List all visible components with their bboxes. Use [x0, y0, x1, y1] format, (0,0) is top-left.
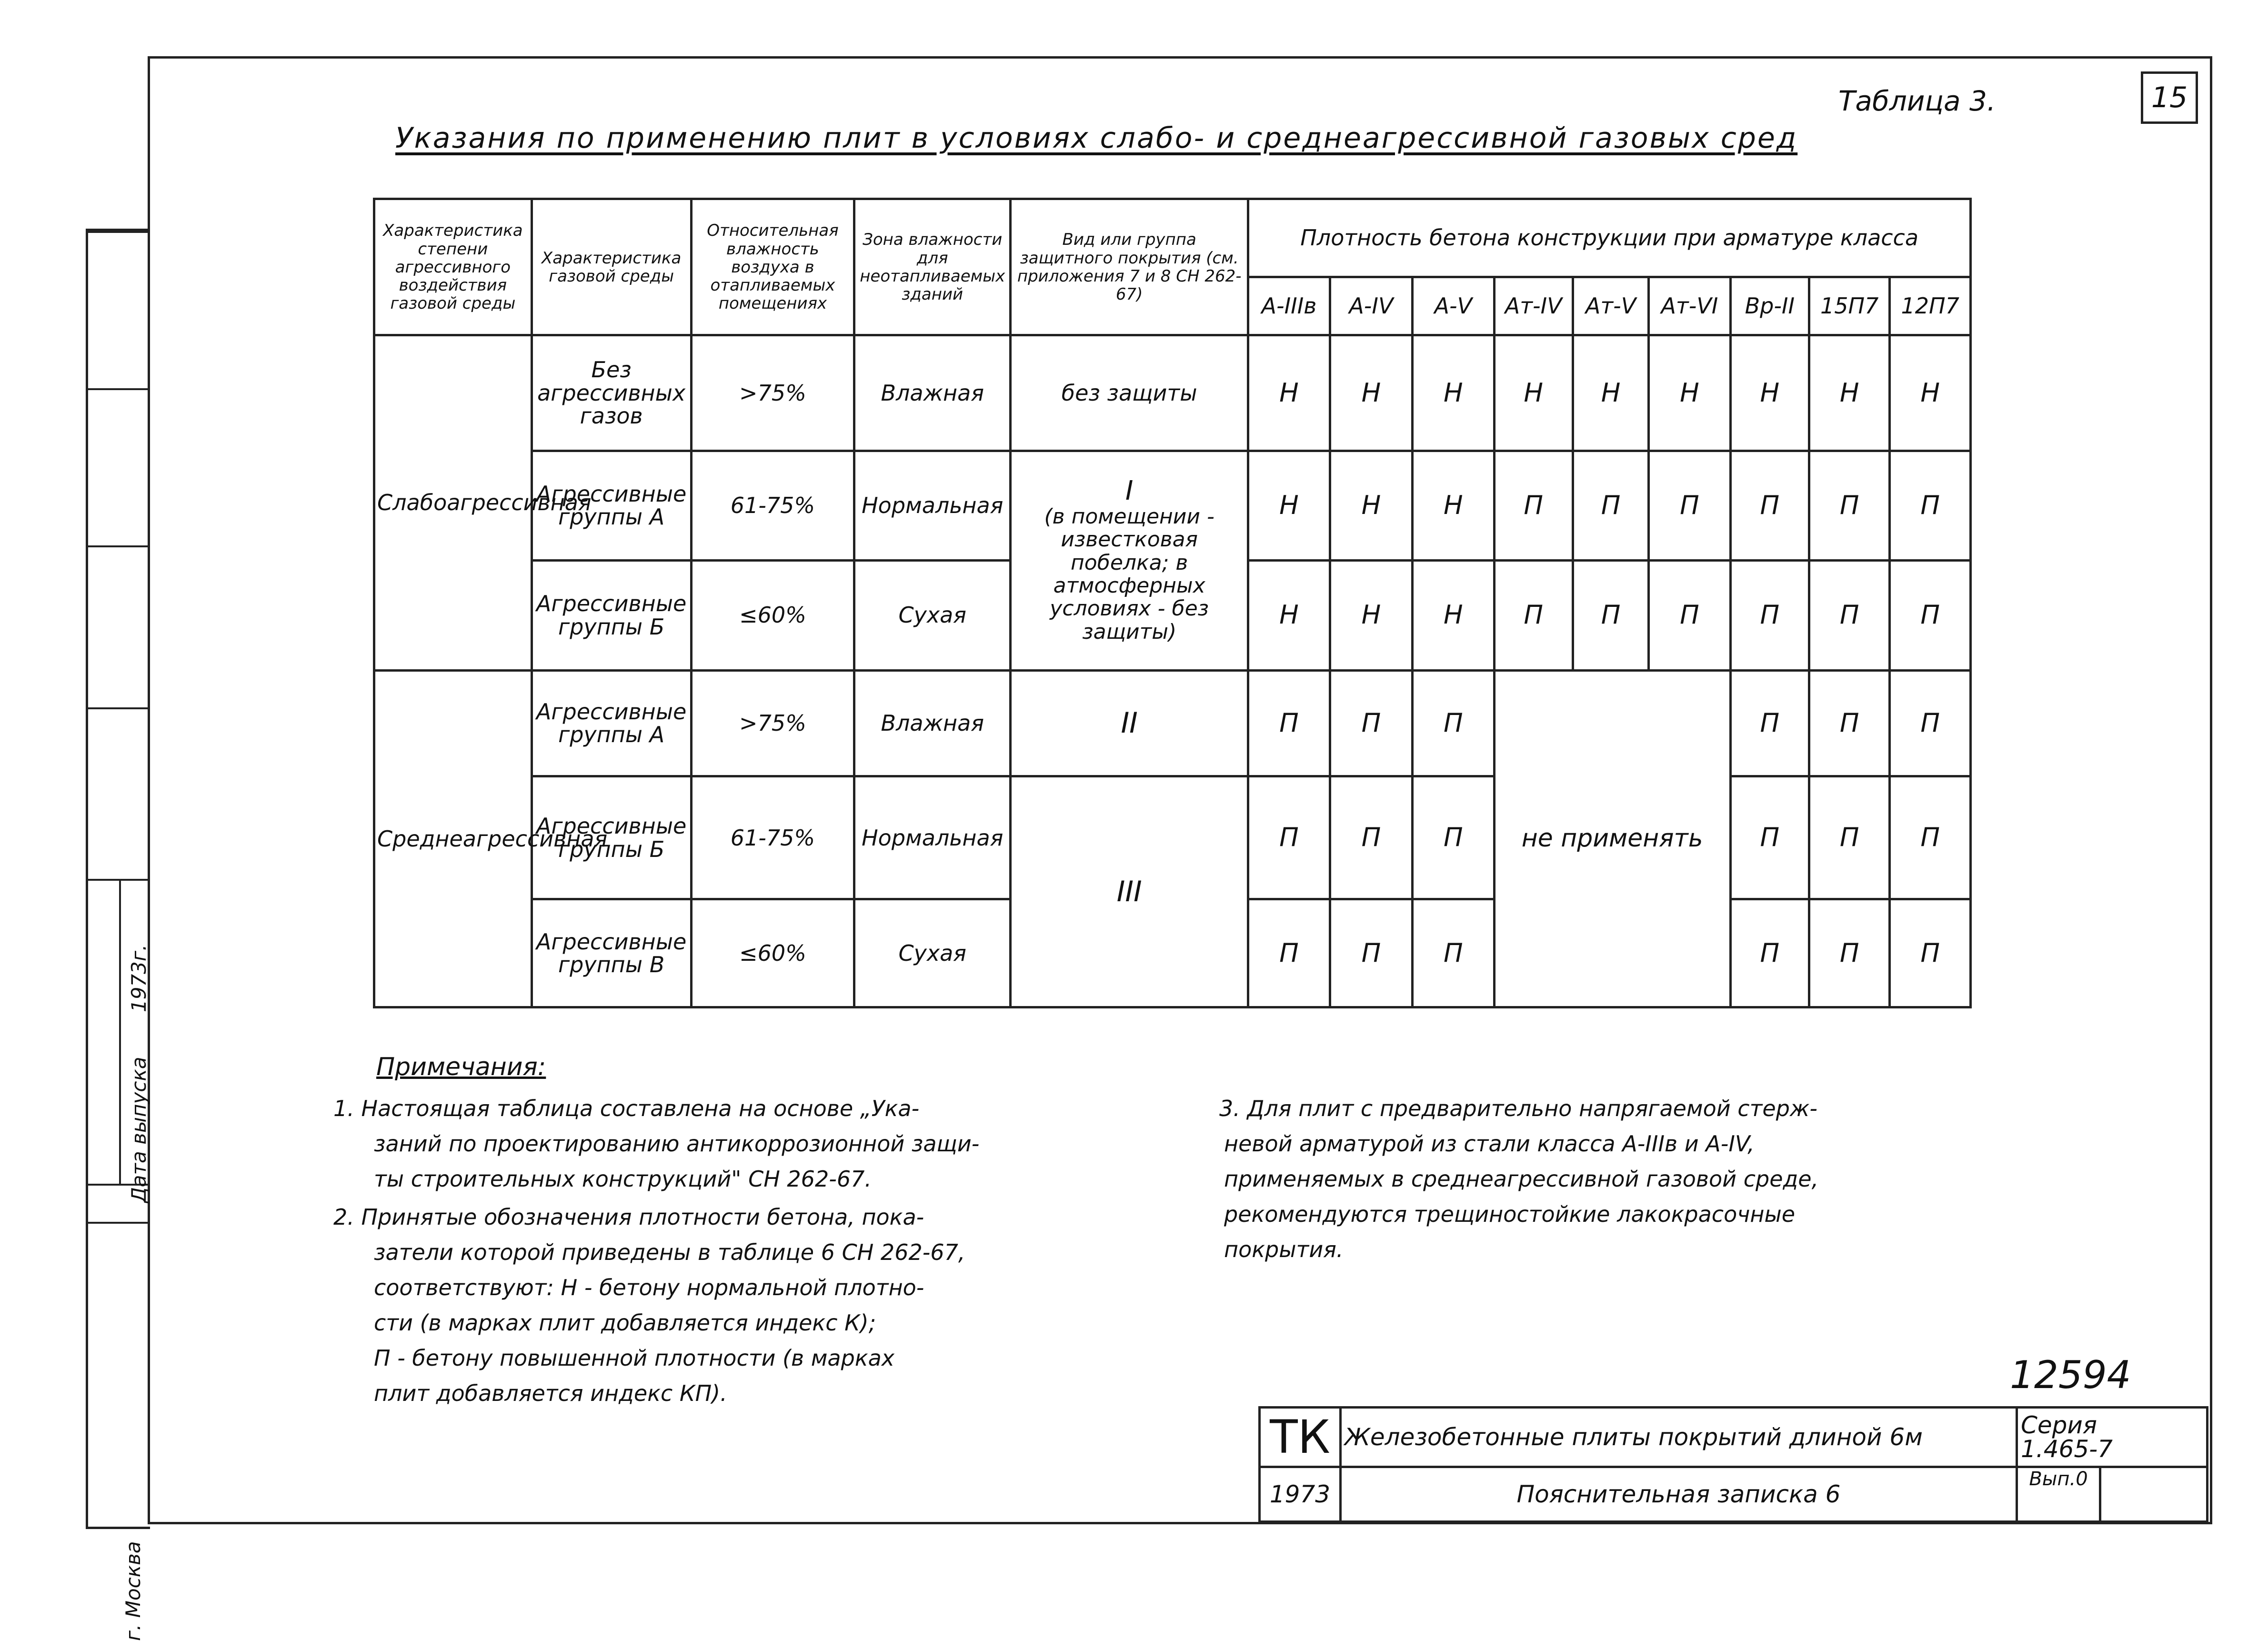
page-title: Указания по применению плит в условиях слабо- и среднеагрессивной газовых сред: [395, 121, 1798, 155]
density-cell: П: [1573, 451, 1648, 560]
stamp-issue-label: Вып.0: [2017, 1467, 2100, 1522]
density-cell: Н: [1413, 335, 1494, 451]
note-2-line: соответствуют: Н - бетону нормальной плотно-: [374, 1275, 924, 1300]
density-cell: Н: [1809, 335, 1890, 451]
density-cell: Н: [1573, 335, 1648, 451]
note-3-line: применяемых в среднеагрессивной газовой среде,: [1224, 1166, 1819, 1192]
strip-date-label: Дата выпуска: [127, 1057, 151, 1203]
density-cell: Н: [1413, 560, 1494, 670]
note-2-line: сти (в марках плит добавляется индекс К);: [374, 1310, 876, 1336]
density-cell: П: [1730, 560, 1809, 670]
density-cell: П: [1809, 899, 1890, 1007]
density-cell: П: [1649, 560, 1730, 670]
class-header: 15П7: [1809, 277, 1890, 335]
note-1-line: ты строительных конструкций" СН 262-67.: [374, 1166, 872, 1192]
density-cell: П: [1730, 899, 1809, 1007]
stamp-title: Железобетонные плиты покрытий длиной 6м: [1341, 1408, 2017, 1467]
density-cell: Н: [1330, 560, 1412, 670]
density-cell: П: [1649, 451, 1730, 560]
notes-title: Примечания:: [376, 1053, 546, 1081]
density-cell: Н: [1730, 335, 1809, 451]
zone-cell: Сухая: [854, 560, 1011, 670]
humidity-cell: ≤60%: [691, 899, 854, 1007]
density-cell: П: [1730, 776, 1809, 899]
env-cell: Без агрессивных газов: [532, 335, 691, 451]
density-cell: Н: [1413, 451, 1494, 560]
density-cell: П: [1413, 670, 1494, 776]
density-cell: Н: [1248, 335, 1330, 451]
density-cell: П: [1890, 899, 1971, 1007]
header-humidity: Относительная влажность воздуха в отапливаемых помещениях: [691, 199, 854, 335]
note-1-line: 1. Настоящая таблица составлена на основе „Ука-: [333, 1096, 920, 1121]
application-table: [373, 198, 1972, 1008]
humidity-cell: ≤60%: [691, 560, 854, 670]
left-title-strip: [86, 229, 151, 1641]
title-block-stamp: [1258, 1406, 2208, 1523]
header-gas-environment: Характеристика газовой среды: [532, 199, 691, 335]
density-cell: Н: [1649, 335, 1730, 451]
stamp-year: 1973: [1260, 1467, 1341, 1522]
protection-cell: без защиты: [1011, 335, 1248, 451]
protection-cell: [1011, 451, 1248, 670]
stamp-issue-value: [2100, 1467, 2208, 1522]
density-cell: П: [1809, 670, 1890, 776]
zone-cell: Влажная: [854, 670, 1011, 776]
strip-city: г. Москва: [121, 1541, 145, 1641]
note-3-line: 3. Для плит с предварительно напрягаемой стерж-: [1219, 1096, 1817, 1121]
zone-cell: Сухая: [854, 899, 1011, 1007]
env-cell: Агрессивные группы В: [532, 899, 691, 1007]
stamp-series-label: Серия: [2021, 1411, 2097, 1439]
header-density: Плотность бетона конструкции при арматуре класса: [1248, 199, 1971, 277]
class-header: А-IIIв: [1248, 277, 1330, 335]
density-cell: П: [1890, 451, 1971, 560]
humidity-cell: >75%: [691, 335, 854, 451]
class-header: 12П7: [1890, 277, 1971, 335]
density-cell: П: [1890, 776, 1971, 899]
protection-group-I: I: [1125, 475, 1134, 506]
env-cell: Агрессивные группы Б: [532, 560, 691, 670]
density-cell: Н: [1494, 335, 1573, 451]
class-header: Ат-VI: [1649, 277, 1730, 335]
density-cell: П: [1248, 776, 1330, 899]
density-cell: Н: [1330, 451, 1412, 560]
density-cell: П: [1809, 776, 1890, 899]
density-cell: П: [1809, 560, 1890, 670]
document-number: 12594: [2010, 1353, 2131, 1397]
page-number: 15: [2141, 71, 2198, 124]
group-name: Слабоагрессивная: [374, 335, 532, 670]
table-label: Таблица 3.: [1838, 85, 1996, 117]
density-cell: П: [1413, 899, 1494, 1007]
class-header: Ат-IV: [1494, 277, 1573, 335]
density-cell: П: [1413, 776, 1494, 899]
density-cell: П: [1573, 560, 1648, 670]
stamp-subtitle: Пояснительная записка 6: [1341, 1467, 2017, 1522]
header-aggressiveness: Характеристика степени агрессивного воздействия газовой среды: [374, 199, 532, 335]
zone-cell: Влажная: [854, 335, 1011, 451]
class-header: Вр-II: [1730, 277, 1809, 335]
header-protection: Вид или группа защитного покрытия (см. приложения 7 и 8 СН 262-67): [1011, 199, 1248, 335]
density-cell: П: [1248, 670, 1330, 776]
density-cell: П: [1890, 670, 1971, 776]
humidity-cell: 61-75%: [691, 451, 854, 560]
zone-cell: Нормальная: [854, 451, 1011, 560]
note-3-line: покрытия.: [1224, 1237, 1344, 1262]
density-cell: П: [1330, 776, 1412, 899]
note-3-line: рекомендуются трещиностойкие лакокрасочные: [1224, 1201, 1796, 1227]
protection-cell: II: [1011, 670, 1248, 776]
density-cell: Н: [1248, 560, 1330, 670]
protection-detail: (в помещении - известковая побелка; в атмосферных условиях - без защиты): [1044, 504, 1214, 644]
density-cell: Н: [1890, 335, 1971, 451]
density-cell: П: [1730, 670, 1809, 776]
env-cell: Агрессивные группы А: [532, 670, 691, 776]
note-2-line: затели которой приведены в таблице 6 СН 262-67,: [374, 1239, 965, 1265]
density-cell: П: [1494, 451, 1573, 560]
density-cell: П: [1730, 451, 1809, 560]
density-cell: П: [1494, 560, 1573, 670]
density-cell: Н: [1330, 335, 1412, 451]
density-cell: П: [1330, 670, 1412, 776]
group-name: Среднеагрессивная: [374, 670, 532, 1007]
not-applicable-cell: не применять: [1494, 670, 1730, 1007]
density-cell: П: [1809, 451, 1890, 560]
density-cell: П: [1890, 560, 1971, 670]
strip-year: 1973г.: [127, 944, 151, 1012]
stamp-series: [2017, 1408, 2208, 1467]
note-3-line: невой арматурой из стали класса А-IIIв и А-IV,: [1224, 1131, 1755, 1157]
env-cell: Агрессивные группы А: [532, 451, 691, 560]
class-header: Ат-V: [1573, 277, 1648, 335]
note-1-line: заний по проектированию антикоррозионной защи-: [374, 1131, 980, 1157]
zone-cell: Нормальная: [854, 776, 1011, 899]
density-cell: Н: [1248, 451, 1330, 560]
protection-cell: III: [1011, 776, 1248, 1007]
class-header: А-V: [1413, 277, 1494, 335]
header-humidity-zone: Зона влажности для неотапливаемых зданий: [854, 199, 1011, 335]
stamp-series-value: 1.465-7: [2021, 1435, 2113, 1463]
density-cell: П: [1330, 899, 1412, 1007]
note-2-line: плит добавляется индекс КП).: [374, 1380, 727, 1406]
note-2-line: 2. Принятые обозначения плотности бетона, пока-: [333, 1204, 924, 1230]
humidity-cell: 61-75%: [691, 776, 854, 899]
note-2-line: П - бетону повышенной плотности (в марках: [374, 1345, 895, 1371]
class-header: А-IV: [1330, 277, 1412, 335]
stamp-org: ТК: [1260, 1408, 1341, 1467]
env-cell: Агрессивные группы Б: [532, 776, 691, 899]
density-cell: П: [1248, 899, 1330, 1007]
humidity-cell: >75%: [691, 670, 854, 776]
